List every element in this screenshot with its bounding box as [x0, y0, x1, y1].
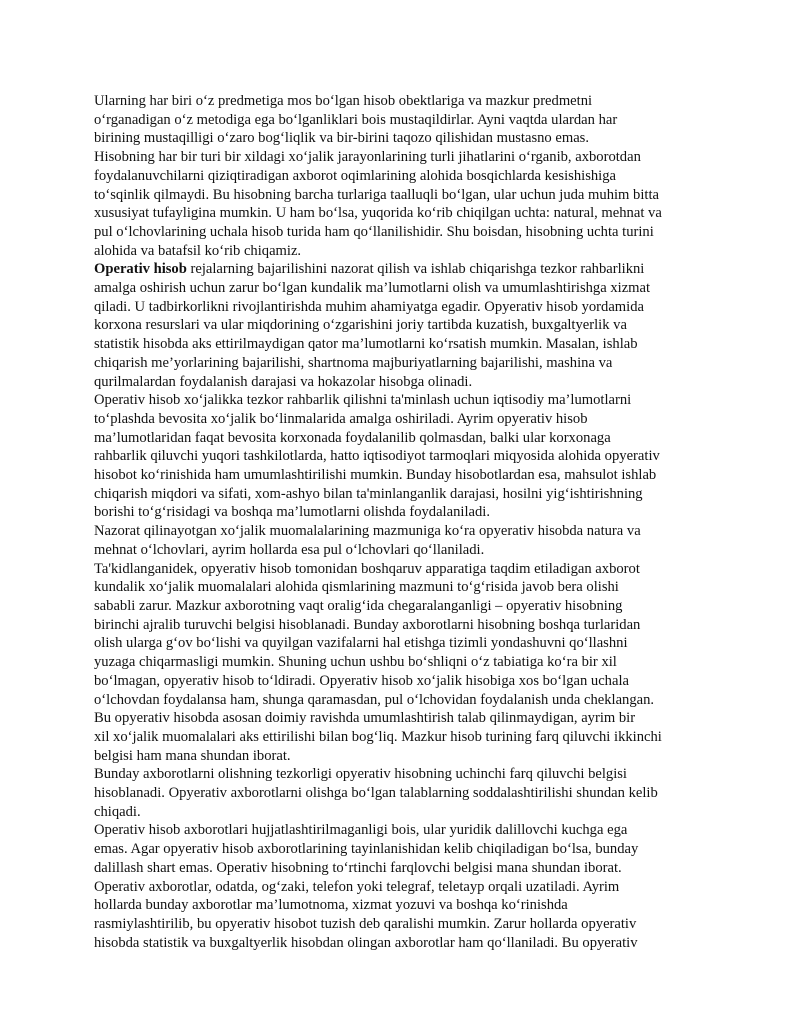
- text-line: to‘sqinlik qilmaydi. Bu hisobning barcha turlariga taalluqli bo‘lgan, ular uchun juda muhim bitta: [94, 186, 659, 203]
- text-line: hisobda statistik va buxgaltyerlik hisobdan olingan axborotlar ham qo‘llaniladi. Bu opyerativ: [94, 934, 638, 951]
- text-line: Bu opyerativ hisobda asosan doimiy ravishda umumlashtirish talab qilinmaydigan, ayrim bir: [94, 710, 636, 727]
- paragraph: [94, 260, 710, 391]
- paragraph: [94, 878, 710, 953]
- text-line: mehnat o‘lchovlari, ayrim hollarda esa pul o‘lchovlari qo‘llaniladi.: [94, 541, 485, 558]
- line-text: rejalarning bajarilishini nazorat qilish va ishlab chiqarishga tezkor rahbarlikni: [186, 261, 645, 278]
- text-line: ma’lumotlaridan faqat bevosita korxonada foydalanilib qolmasdan, balki ular korxonaga: [94, 429, 611, 446]
- text-line: Operativ hisob xo‘jalikka tezkor rahbarlik qilishni ta'minlash uchun iqtisodiy ma’lumotlarni: [94, 392, 632, 409]
- text-line: Operativ hisob axborotlari hujjatlashtirilmaganligi bois, ular yuridik dalillovchi kuchga ega: [94, 822, 628, 839]
- text-line: amalga oshirish uchun zarur bo‘lgan kundalik ma’lumotlarni olish va umumlashtirishga xizmat: [94, 280, 651, 297]
- text-line: olish ularga g‘ov bo‘lishi va quyilgan vazifalarni hal etishga tizimli yondashuvni qo‘llashni: [94, 635, 628, 652]
- text-line: Bunday axborotlarni olishning tezkorligi opyerativ hisobning uchinchi farq qiluvchi belgisi: [94, 766, 627, 783]
- text-line: alohida va batafsil ko‘rib chiqamiz.: [94, 242, 302, 259]
- text-line: emas. Agar opyerativ hisob axborotlarining tayinlanishidan kelib chiqiladigan bo‘lsa, bunday: [94, 841, 639, 858]
- text-line: statistik hisobda aks ettirilmaydigan qator ma’lumotlarni ko‘rsatish mumkin. Masalan, ishlab: [94, 336, 638, 353]
- text-line: belgisi ham mana shundan iborat.: [94, 747, 291, 764]
- paragraph: [94, 391, 710, 522]
- text-line: chiqarish miqdori va sifati, xom-ashyo bilan ta'minlanganlik darajasi, hosilni yig‘ishtirishning: [94, 485, 643, 502]
- text-line: Operativ axborotlar, odatda, og‘zaki, telefon yoki telegraf, teletayp orqali uzatiladi. Ayrim: [94, 878, 620, 895]
- text-line: hisoblanadi. Opyerativ axborotlarni olishga bo‘lgan talablarning soddalashtirilishi shundan kelib: [94, 785, 658, 802]
- text-line: bo‘lmagan, opyerativ hisob to‘ldiradi. Opyerativ hisob xo‘jalik hisobiga xos bo‘lgan uchala: [94, 672, 629, 689]
- text-line: o‘rganadigan o‘z metodiga ega bo‘lganliklari bois mustaqildirlar. Ayni vaqtda ulardan har: [94, 111, 618, 128]
- paragraph: [94, 92, 710, 148]
- text-line: birining mustaqilligi o‘zaro bog‘liqlik va bir-birini taqozo qilishidan mustasno emas.: [94, 130, 590, 147]
- text-line: korxona resurslari va ular miqdorining o‘zgarishini joriy tartibda kuzatish, buxgaltyerlik va: [94, 317, 627, 334]
- text-line: foydalanuvchilarni qiziqtiradigan axborot oqimlarining alohida bosqichlarda kesishishiga: [94, 167, 616, 184]
- text-line: borishi to‘g‘risidagi va boshqa ma’lumotlarni olishda foydalaniladi.: [94, 504, 490, 521]
- text-line: rasmiylashtirilib, bu opyerativ hisobot tuzish deb qaralishi mumkin. Zarur hollarda opyerativ: [94, 915, 637, 932]
- text-line: chiqadi.: [94, 803, 141, 820]
- text-line: xususiyat tufayligina mumkin. U ham bo‘lsa, yuqorida ko‘rib chiqilgan uchta: natural, mehnat va: [94, 205, 662, 222]
- paragraph: [94, 522, 710, 559]
- document-page: [94, 92, 710, 952]
- text-line: pul o‘lchovlarining uchala hisob turida ham qo‘llanilishidir. Shu boisdan, hisobning uchta turini: [94, 223, 654, 240]
- paragraph: [94, 765, 710, 821]
- text-line: Ularning har biri o‘z predmetiga mos bo‘lgan hisob obektlariga va mazkur predmetni: [94, 93, 593, 109]
- text-line: birinchi ajralib turuvchi belgisi hisoblanadi. Bunday axborotlarni hisobning boshqa turlaridan: [94, 616, 641, 633]
- paragraph: [94, 148, 710, 260]
- text-line: o‘lchovdan foydalansa ham, shunga qaramasdan, pul o‘lchovidan foydalanish unda cheklangan.: [94, 691, 655, 708]
- text-line: Nazorat qilinayotgan xo‘jalik muomalalarining mazmuniga ko‘ra opyerativ hisobda natura va: [94, 523, 641, 540]
- text-line: qurilmalardan foydalanish darajasi va hokazolar hisobga olinadi.: [94, 373, 473, 390]
- text-line: chiqarish me’yorlarining bajarilishi, shartnoma majburiyatlarning bajarilishi, mashina va: [94, 354, 613, 371]
- paragraph: [94, 709, 710, 765]
- text-line: hollarda bunday axborotlar ma’lumotnoma, xizmat yozuvi va boshqa ko‘rinishda: [94, 897, 568, 914]
- text-line: hisobot ko‘rinishida ham umumlashtirilishi mumkin. Bunday hisobotlardan esa, mahsulot ishlab: [94, 467, 657, 484]
- paragraph: [94, 821, 710, 877]
- text-line: qiladi. U tadbirkorlikni rivojlantirishda muhim ahamiyatga egadir. Opyerativ hisob yordamida: [94, 298, 644, 315]
- bold-term: Operativ hisob: [94, 261, 187, 278]
- text-line: xil xo‘jalik muomalalari aks ettirilishi bilan bog‘liq. Mazkur hisob turining farq qiluvchi ikkinchi: [94, 728, 662, 745]
- text-line: yuzaga chiqarmasligi mumkin. Shuning uchun ushbu bo‘shliqni o‘z tabiatiga ko‘ra bir xil: [94, 654, 617, 671]
- text-line: sababli zarur. Mazkur axborotning vaqt oralig‘ida chegaralanganligi – opyerativ hisobning: [94, 597, 623, 614]
- text-line: Ta'kidlanganidek, opyerativ hisob tomonidan boshqaruv apparatiga taqdim etiladigan axborot: [94, 560, 640, 577]
- text-line: kundalik xo‘jalik muomalalari alohida qismlarining mazmuni to‘g‘risida javob bera olishi: [94, 579, 619, 596]
- text-line: [94, 260, 710, 279]
- paragraph: [94, 560, 710, 710]
- text-line: rahbarlik qiluvchi yuqori tashkilotlarda, hatto iqtisodiyot tarmoqlari miqyosida alohida opyerativ: [94, 448, 660, 465]
- text-line: to‘plashda bevosita xo‘jalik bo‘linmalarida amalga oshiriladi. Ayrim opyerativ hisob: [94, 410, 588, 427]
- text-line: Hisobning har bir turi bir xildagi xo‘jalik jarayonlarining turli jihatlarini o‘rganib, axborotdan: [94, 149, 641, 166]
- text-line: dalillash shart emas. Operativ hisobning to‘rtinchi farqlovchi belgisi mana shundan iborat.: [94, 859, 622, 876]
